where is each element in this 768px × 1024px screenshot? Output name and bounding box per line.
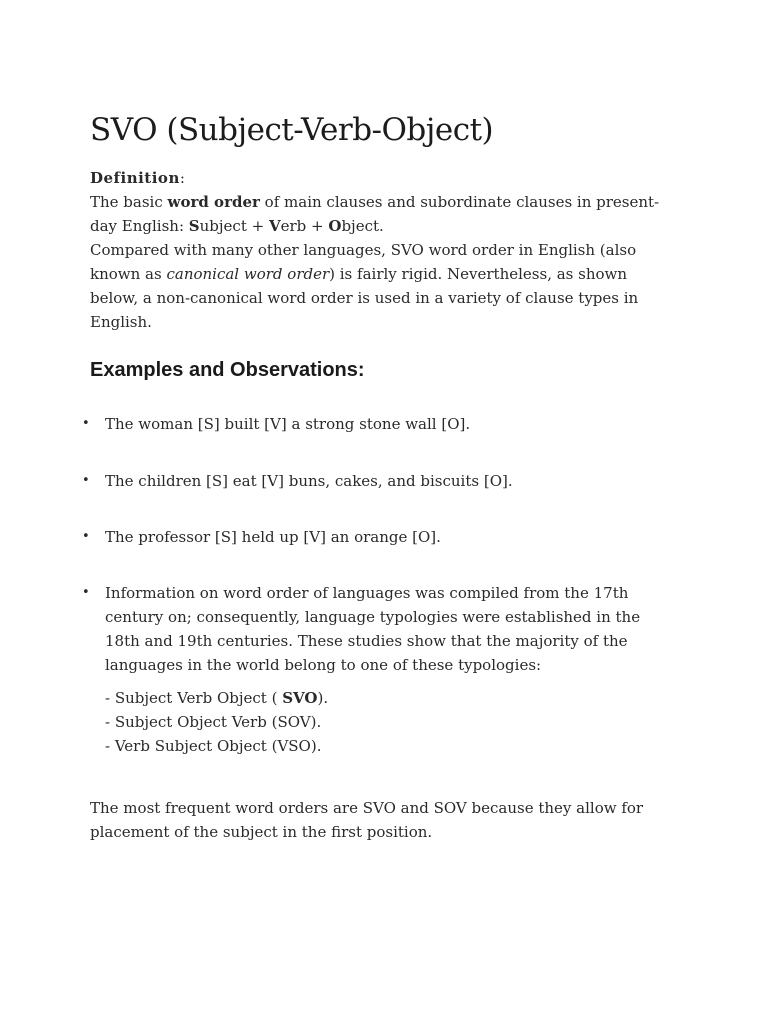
object-letter: O (328, 217, 342, 235)
example-text: The woman [S] built [V] a strong stone wall [O]. (105, 415, 471, 433)
typology-text: - Subject Verb Object ( (105, 689, 283, 707)
section-heading: Examples and Observations: (90, 359, 365, 381)
bullet-icon: • (82, 585, 90, 600)
typology-text: ). (317, 689, 329, 707)
bullet-icon: • (82, 473, 90, 488)
examples-list (82, 412, 662, 758)
object-rest: bject. (341, 217, 384, 235)
definition-paragraph-2 (90, 238, 670, 334)
example-text: Information on word order of languages was compiled from the 17th century on; consequently, language typologies were established in the 18th and 19th centuries. These studies show that the majority of the languages in the world belong to one of these typologies: (105, 584, 641, 674)
subject-letter: S (188, 217, 200, 235)
page-title: SVO (Subject-Verb-Object) (90, 112, 494, 148)
definition-colon: : (179, 169, 185, 187)
typology-list (105, 686, 662, 758)
subject-rest: ubject + (199, 217, 269, 235)
definition-term: word order (167, 193, 260, 211)
verb-letter: V (268, 217, 281, 235)
definition-block (90, 166, 670, 334)
typology-item (105, 686, 662, 710)
document-page (82, 108, 670, 859)
bullet-icon: • (82, 416, 90, 431)
example-text: The children [S] eat [V] buns, cakes, and biscuits [O]. (105, 472, 513, 490)
list-item (82, 581, 662, 758)
verb-rest: erb + (280, 217, 329, 235)
definition-text: Compared with many other languages, SVO word order in English (also known as (90, 241, 637, 283)
conclusion-paragraph: The most frequent word orders are SVO and SOV because they allow for placement of the subject in the first position. (90, 799, 644, 841)
typology-item: - Verb Subject Object (VSO). (105, 737, 322, 755)
bullet-icon: • (82, 529, 90, 544)
typology-abbrev: SVO (282, 689, 318, 707)
list-item (82, 412, 662, 436)
definition-heading: Definition (90, 169, 180, 187)
definition-label (90, 166, 670, 190)
list-item (82, 525, 662, 549)
canonical-term: canonical word order (166, 265, 330, 283)
definition-text: of main clauses and subordinate clauses in present-day English: (90, 193, 660, 235)
definition-paragraph-1 (90, 190, 670, 238)
typology-item: - Subject Object Verb (SOV). (105, 713, 322, 731)
definition-text: ) is fairly rigid. Nevertheless, as shown below, a non-canonical word order is used in a variety of clause types in English. (90, 265, 639, 331)
definition-text: The basic (90, 193, 168, 211)
example-text: The professor [S] held up [V] an orange [O]. (105, 528, 441, 546)
list-item (82, 469, 662, 493)
